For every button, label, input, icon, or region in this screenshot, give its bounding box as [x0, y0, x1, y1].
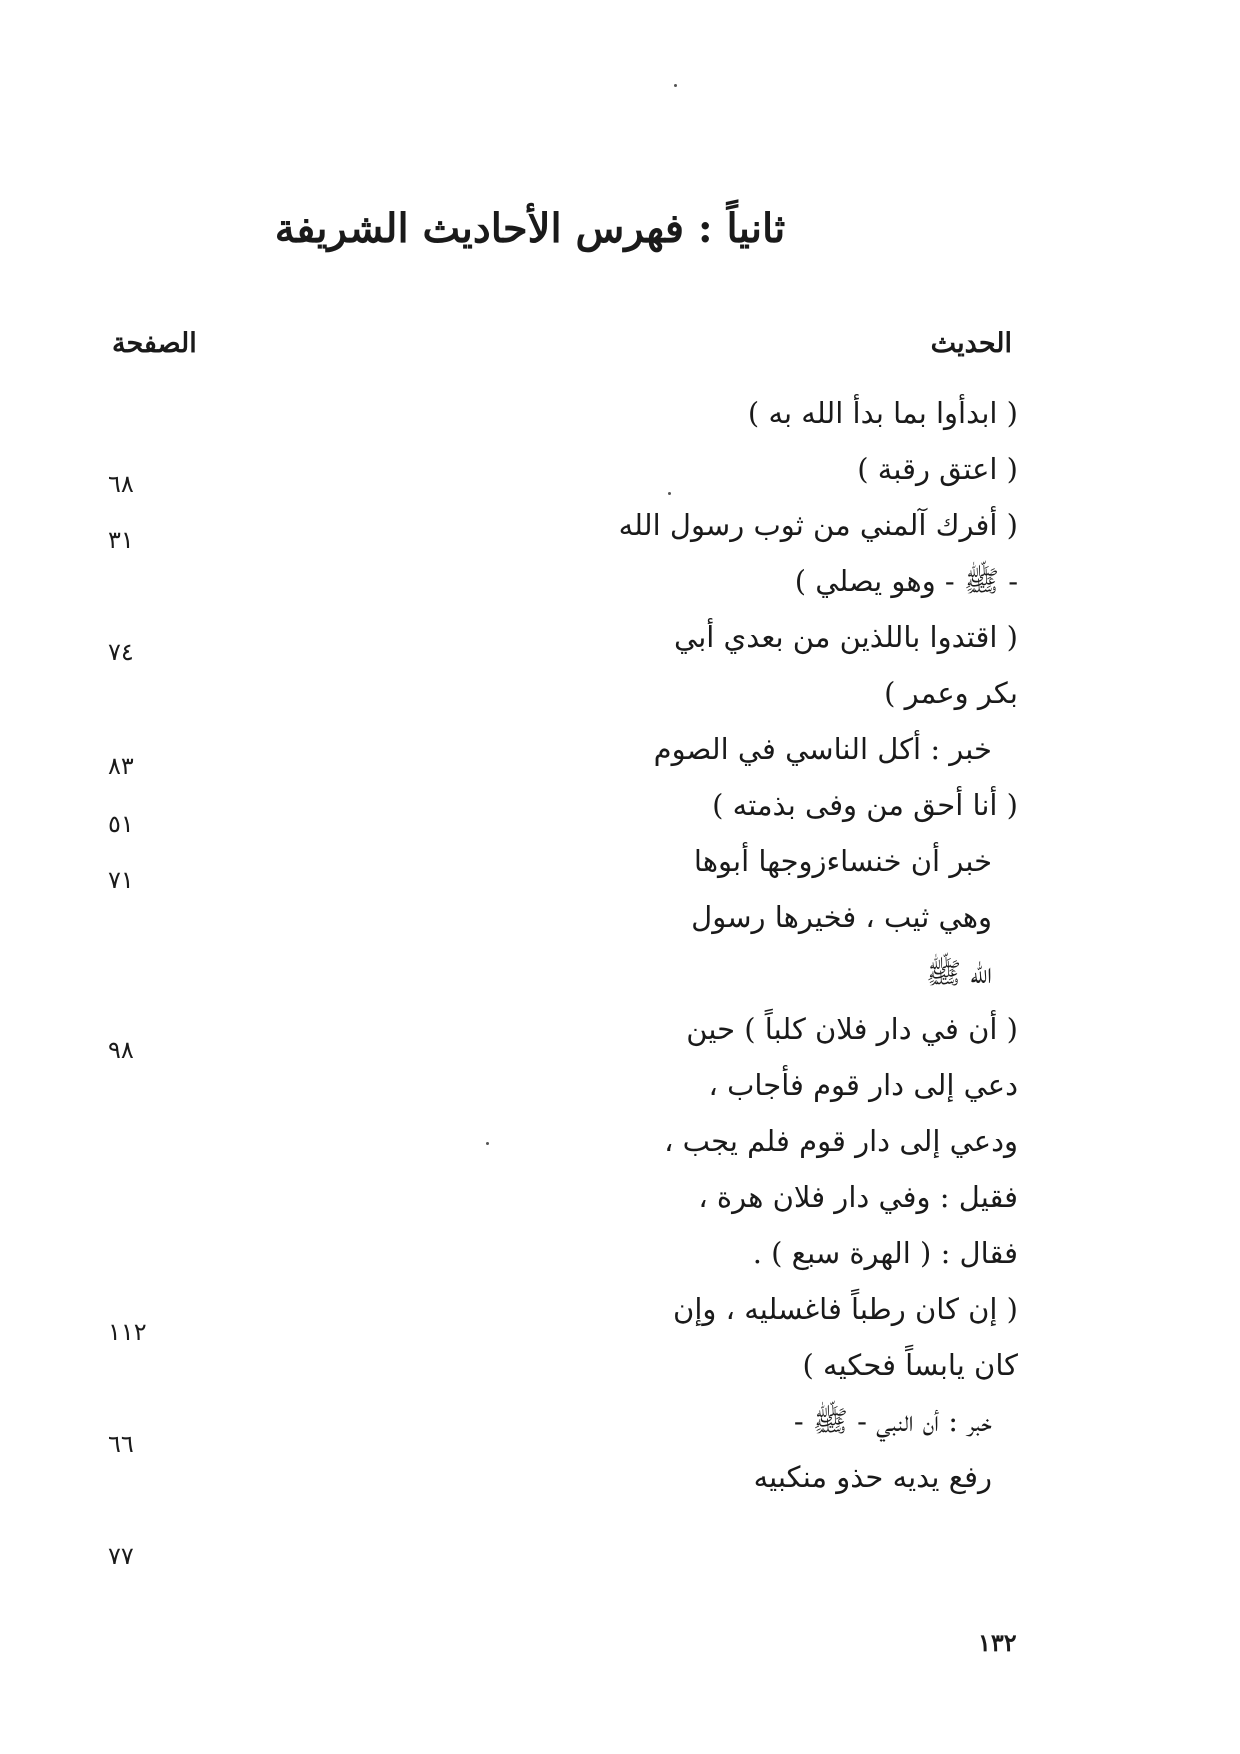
page-number: ٩٨ — [108, 1036, 134, 1064]
page-number: ٨٣ — [108, 752, 134, 780]
hadith-line: فقال : ( الهرة سبع ) . — [752, 1236, 1018, 1270]
hadith-line: بكر وعمر ) — [884, 676, 1018, 710]
hadith-line: ( أفرك آلمني من ثوب رسول الله — [618, 508, 1018, 542]
column-header-hadith: الحديث — [930, 328, 1012, 359]
hadith-line: خبر : أكل الناسي في الصوم — [653, 732, 992, 766]
page-number: ٦٨ — [108, 470, 134, 498]
page-number: ١١٢ — [108, 1318, 147, 1346]
hadith-line: خبر : أن النبي - ﷺ - — [793, 1404, 992, 1438]
hadith-line: ( اعتق رقبة ) — [857, 452, 1018, 486]
hadith-line: وهي ثيب ، فخيرها رسول — [691, 900, 992, 934]
page-number: ٧٧ — [108, 1542, 134, 1570]
hadith-line: دعي إلى دار قوم فأجاب ، — [708, 1068, 1018, 1102]
hadith-line: خبر أن خنساءزوجها أبوها — [693, 844, 992, 878]
hadith-line: - ﷺ - وهو يصلي ) — [794, 564, 1018, 598]
hadith-line: الله ﷺ — [926, 956, 992, 990]
scan-speck — [668, 492, 671, 495]
hadith-line: رفع يديه حذو منكبيه — [753, 1460, 992, 1494]
hadith-line: ( أن في دار فلان كلباً ) حين — [686, 1012, 1018, 1046]
hadith-line: ( اقتدوا باللذين من بعدي أبي — [674, 620, 1018, 654]
page-number: ٥١ — [108, 810, 134, 838]
hadith-line: ( ابدأوا بما بدأ الله به ) — [747, 396, 1018, 430]
page-number: ٦٦ — [108, 1430, 134, 1458]
page-number: ٣١ — [108, 526, 134, 554]
column-header-page: الصفحة — [112, 328, 197, 359]
hadith-line: ( إن كان رطباً فاغسليه ، وإن — [673, 1292, 1018, 1326]
scan-speck — [674, 84, 677, 87]
page-title: ثانياً : فهرس الأحاديث الشريفة — [274, 205, 786, 252]
hadith-line: ودعي إلى دار قوم فلم يجب ، — [664, 1124, 1018, 1158]
page-number: ٧١ — [108, 866, 134, 894]
scan-speck — [486, 1142, 489, 1145]
folio-number: ١٣٢ — [978, 1628, 1017, 1657]
hadith-line: فقيل : وفي دار فلان هرة ، — [698, 1180, 1018, 1214]
hadith-line: كان يابساً فحكيه ) — [802, 1348, 1018, 1382]
hadith-line: ( أنا أحق من وفى بذمته ) — [712, 788, 1018, 822]
page-number: ٧٤ — [108, 638, 134, 666]
